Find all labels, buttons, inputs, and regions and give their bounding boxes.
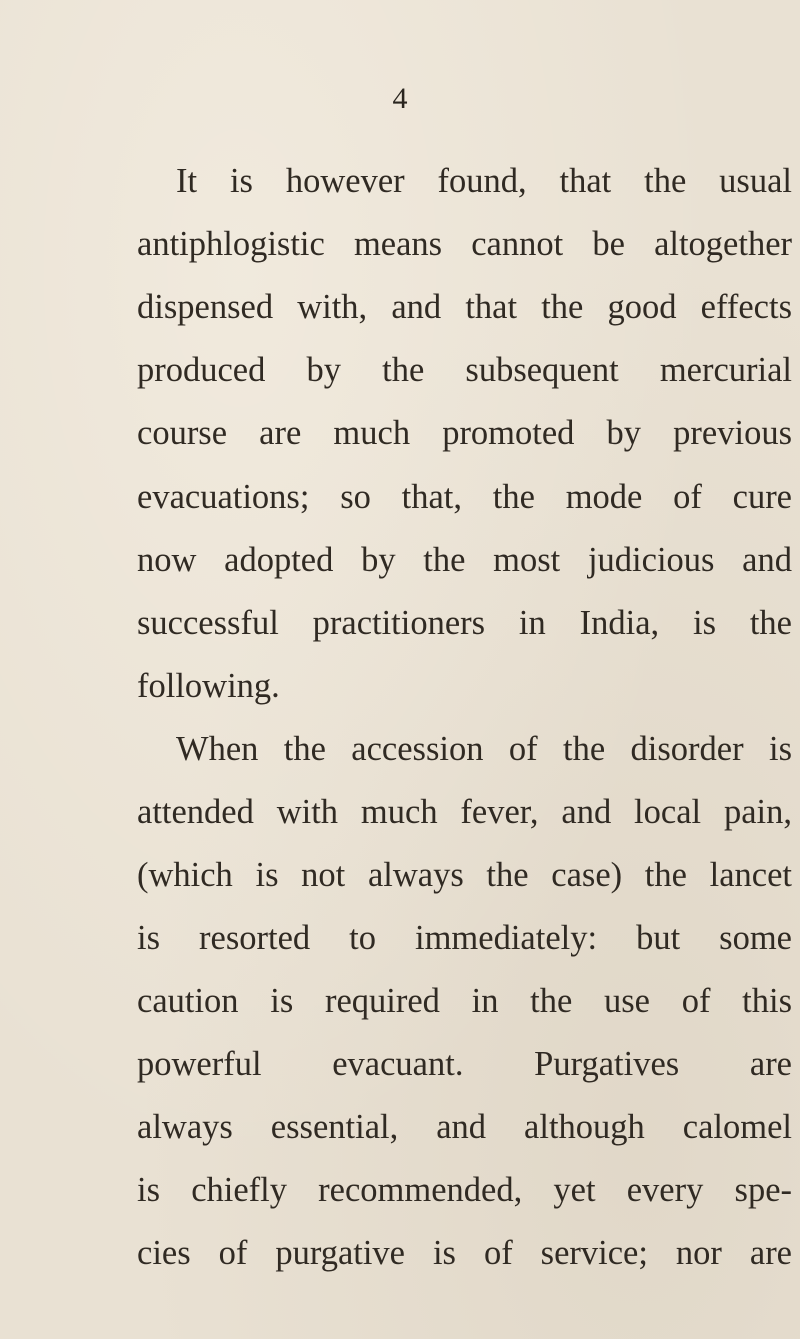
text-line: attended with much fever, and local pain, [137,793,792,831]
text-line: always essential, and although calomel [137,1108,792,1146]
text-line: evacuations; so that, the mode of cure [137,478,792,516]
text-line: successful practitioners in India, is the [137,604,792,642]
text-line: When the accession of the disorder is [176,730,792,768]
text-line: now adopted by the most judicious and [137,541,792,579]
page-number: 4 [392,82,408,115]
text-line: course are much promoted by previous [137,414,792,452]
text-line: powerful evacuant. Purgatives are [137,1045,792,1083]
text-line: It is however found, that the usual [176,162,792,200]
text-line: caution is required in the use of this [137,982,792,1020]
text-line: dispensed with, and that the good effects [137,288,792,326]
text-line: cies of purgative is of service; nor are [137,1234,792,1272]
text-line: antiphlogistic means cannot be altogether [137,225,792,263]
text-line: following. [137,667,280,705]
text-line: is chiefly recommended, yet every spe- [137,1171,792,1209]
text-line: (which is not always the case) the lancet [137,856,792,894]
text-line: produced by the subsequent mercurial [137,351,792,389]
text-line: is resorted to immediately: but some [137,919,792,957]
